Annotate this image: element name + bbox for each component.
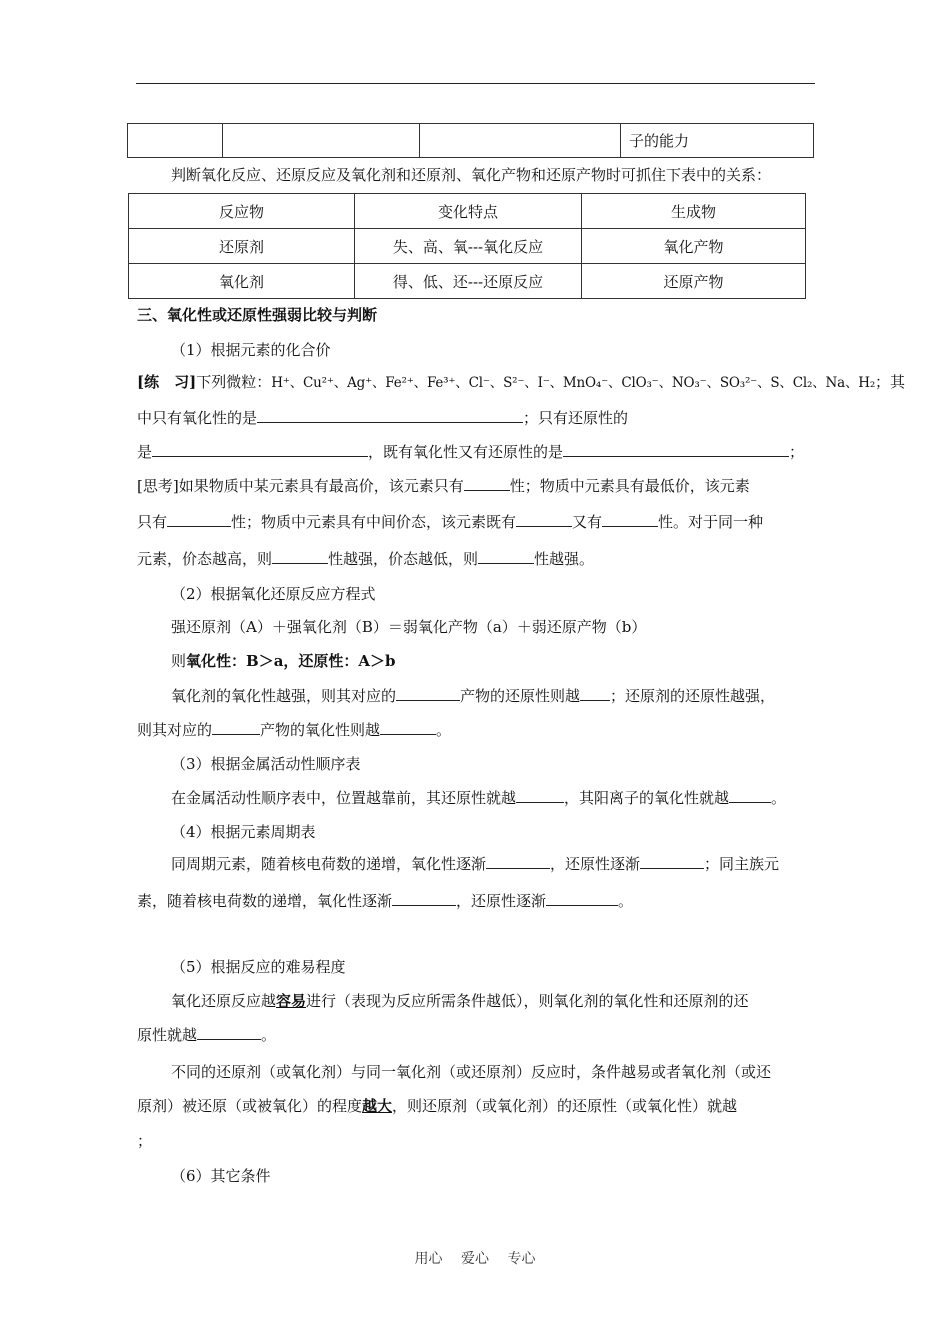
answer-blank[interactable] xyxy=(167,511,231,527)
text: 进行（表现为反应所需条件越低），则氧化剂的氧化性和还原剂的还 xyxy=(306,992,749,1010)
answer-blank[interactable] xyxy=(516,787,564,803)
p2-line-4 xyxy=(171,685,775,706)
text: ；还原剂的还原性越强， xyxy=(610,687,776,705)
answer-blank[interactable] xyxy=(396,685,460,701)
subsection-title: （3）根据金属活动性顺序表 xyxy=(171,755,361,773)
exercise-line-2 xyxy=(137,407,628,428)
exercise-line-3 xyxy=(137,441,804,462)
table-header-row xyxy=(129,194,806,229)
text: 原性就越 xyxy=(137,1026,198,1044)
subsection-title: （1）根据元素的化合价 xyxy=(171,341,331,359)
text: 则 xyxy=(171,652,187,670)
answer-blank[interactable] xyxy=(486,853,550,869)
answer-blank[interactable] xyxy=(640,853,704,869)
table-cell: 还原剂 xyxy=(129,229,355,264)
table-row xyxy=(129,229,806,264)
table-row xyxy=(129,264,806,299)
answer-blank[interactable] xyxy=(380,719,436,735)
table-cell: 还原产物 xyxy=(582,264,806,299)
text: 性。对于同一种 xyxy=(658,513,764,531)
header-cell: 生成物 xyxy=(582,194,806,229)
text: 只有 xyxy=(137,513,168,531)
subsection-title: （6）其它条件 xyxy=(171,1167,271,1185)
subsection-title: （5）根据反应的难易程度 xyxy=(171,958,346,976)
answer-blank[interactable] xyxy=(272,548,328,564)
table-cell: 氧化剂 xyxy=(129,264,355,299)
answer-blank[interactable] xyxy=(152,441,368,457)
table-cell: 得、低、还---还原反应 xyxy=(355,264,582,299)
text: ，还原性逐渐 xyxy=(550,855,641,873)
table-cell xyxy=(128,124,223,158)
text: ，还原性逐渐 xyxy=(456,892,547,910)
text: 。 xyxy=(771,789,787,807)
answer-blank[interactable] xyxy=(729,787,771,803)
text: 素，随着核电荷数的递增，氧化性逐渐 xyxy=(137,892,393,910)
text: 产物的氧化性则越 xyxy=(260,721,381,739)
text: 原剂）被还原（或被氧化）的程度 xyxy=(137,1097,363,1115)
text: 是 xyxy=(137,443,153,461)
text: 。 xyxy=(618,892,634,910)
text: 在金属活动性顺序表中，位置越靠前，其还原性就越 xyxy=(171,789,517,807)
exercise-label: [练 习] xyxy=(137,373,197,391)
text: 中只有氧化性的是 xyxy=(137,409,258,427)
answer-blank[interactable] xyxy=(580,685,610,701)
equation-text: 强还原剂（A）＋强氧化剂（B）＝弱氧化产物（a）＋弱还原产物（b） xyxy=(171,618,647,636)
answer-blank[interactable] xyxy=(212,719,260,735)
answer-blank[interactable] xyxy=(257,407,523,423)
header-rule xyxy=(136,83,815,84)
conclusion-line xyxy=(171,650,396,671)
table-cell xyxy=(420,124,621,158)
p5-line-3: 不同的还原剂（或氧化剂）与同一氧化剂（或还原剂）反应时，条件越易或者氧化剂（或还 xyxy=(171,1063,772,1081)
answer-blank[interactable] xyxy=(392,890,456,906)
text: ； xyxy=(789,443,805,461)
text: ；其 xyxy=(875,373,906,391)
text: 性；物质中元素具有最低价，该元素 xyxy=(509,477,750,495)
table-cell: 氧化产物 xyxy=(582,229,806,264)
text: 氧化剂的氧化性越强，则其对应的 xyxy=(171,687,397,705)
subsection-title: （4）根据元素周期表 xyxy=(171,823,316,841)
top-table-fragment xyxy=(127,123,814,158)
answer-blank[interactable] xyxy=(197,1024,261,1040)
exercise-line-1 xyxy=(137,371,905,392)
think-line-2 xyxy=(137,511,763,532)
p2-line-5 xyxy=(137,719,451,740)
p3-line xyxy=(171,787,786,808)
intro-text: 判断氧化反应、还原反应及氧化剂和还原剂、氧化产物和还原产物时可抓住下表中的关系： xyxy=(171,166,772,184)
answer-blank[interactable] xyxy=(478,548,534,564)
text: ，其阳离子的氧化性就越 xyxy=(564,789,730,807)
subsection-title: （2）根据氧化还原反应方程式 xyxy=(171,585,376,603)
text: 性；物质中元素具有中间价态，该元素既有 xyxy=(231,513,517,531)
answer-blank[interactable] xyxy=(563,441,789,457)
conclusion-bold: 氧化性：B＞a，还原性：A＞b xyxy=(186,652,396,670)
table-cell: 失、高、氧---氧化反应 xyxy=(355,229,582,264)
exercise-lead: 下列微粒： xyxy=(196,373,272,391)
p5-line-2 xyxy=(137,1024,276,1045)
text: [思考]如果物质中某元素具有最高价，该元素只有 xyxy=(137,477,464,495)
text: 产物的还原性则越 xyxy=(460,687,581,705)
p4-line-2 xyxy=(137,890,633,911)
text: ，既有氧化性又有还原性的是 xyxy=(368,443,564,461)
answer-blank[interactable] xyxy=(602,511,658,527)
answer-blank[interactable] xyxy=(516,511,572,527)
text: 氧化还原反应越 xyxy=(171,992,277,1010)
text: ；只有还原性的 xyxy=(523,409,629,427)
p4-line-1 xyxy=(171,853,779,874)
p5-line-4 xyxy=(137,1095,737,1116)
header-cell: 变化特点 xyxy=(355,194,582,229)
table-cell: 子的能力 xyxy=(621,124,814,158)
think-line-1 xyxy=(137,475,750,496)
text: 。 xyxy=(436,721,452,739)
text: 又有 xyxy=(572,513,603,531)
p5-line-5: ； xyxy=(137,1132,153,1150)
section-title: 三、氧化性或还原性强弱比较与判断 xyxy=(137,306,378,324)
text: 元素，价态越高，则 xyxy=(137,550,273,568)
emphasis-text: 越大 xyxy=(362,1097,393,1115)
particle-list: H⁺、Cu²⁺、Ag⁺、Fe²⁺、Fe³⁺、Cl⁻、S²⁻、I⁻、MnO₄⁻、ClO₃⁻、NO₃⁻、SO₃²⁻、S、Cl₂、Na、H₂ xyxy=(271,375,876,391)
answer-blank[interactable] xyxy=(464,475,510,491)
text: 。 xyxy=(261,1026,277,1044)
p5-line-1 xyxy=(171,990,749,1011)
think-line-3 xyxy=(137,548,594,569)
page-footer: 用心 爱心 专心 xyxy=(414,1251,536,1267)
text: 性越强。 xyxy=(534,550,595,568)
text: 同周期元素，随着核电荷数的递增，氧化性逐渐 xyxy=(171,855,487,873)
header-cell: 反应物 xyxy=(129,194,355,229)
relation-table xyxy=(128,193,806,299)
text: 性越强，价态越低，则 xyxy=(328,550,479,568)
emphasis-text: 容易 xyxy=(276,992,307,1010)
table-cell xyxy=(223,124,420,158)
text: ，则还原剂（或氧化剂）的还原性（或氧化性）就越 xyxy=(392,1097,738,1115)
text: 则其对应的 xyxy=(137,721,213,739)
text: ；同主族元 xyxy=(704,855,780,873)
answer-blank[interactable] xyxy=(546,890,618,906)
